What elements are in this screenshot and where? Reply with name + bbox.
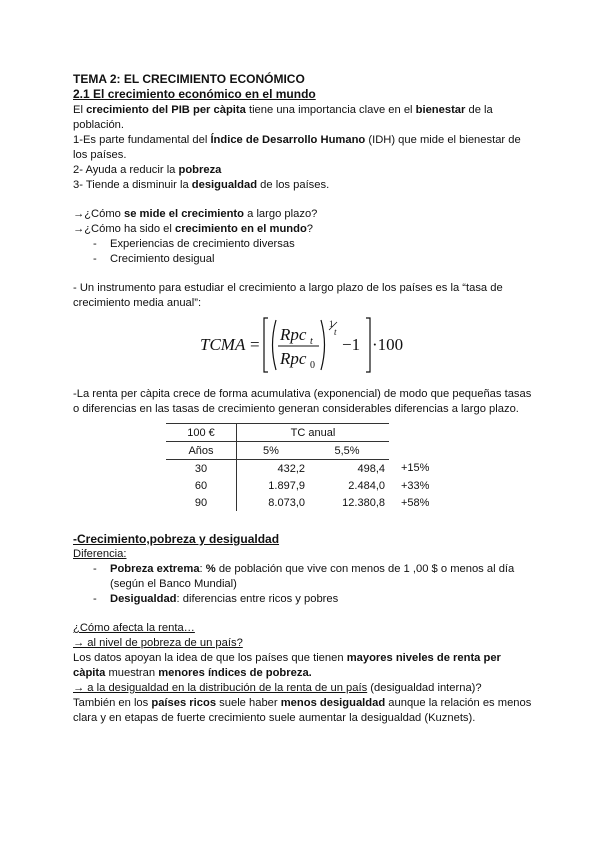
affect-poverty-line-2: càpita muestran menores índices de pobreza. (73, 667, 312, 679)
table-corner-cell: 100 € (166, 424, 237, 442)
list-item-inequality: Desigualdad: diferencias entre ricos y pobres (110, 593, 339, 605)
intro-paragraph-line-2: población. (73, 119, 125, 131)
list-item-extreme-poverty-cont: (según el Banco Mundial) (110, 578, 237, 590)
formula-numerator-sub: t (310, 336, 313, 347)
formula-denominator-sub: 0 (310, 360, 315, 371)
intro-item-1: 1-Es parte fundamental del Índice de Desarrollo Humano (IDH) que mide el bienestar de (73, 134, 521, 146)
table-rate-header: 5% (237, 442, 310, 460)
growth-table (166, 423, 447, 511)
table-cell-years: 60 (166, 477, 237, 494)
bullet-dash: - (93, 593, 97, 605)
intro-item-2: 2- Ayuda a reducir la pobreza (73, 164, 222, 176)
formula-right-paren (321, 320, 325, 370)
table-cell-diff: +58% (401, 496, 430, 509)
table-cell-value: 2.484,0 (348, 479, 385, 492)
bullet-dash: - (93, 563, 97, 575)
affect-inequality-line-1: También en los países ricos suele haber menos desigualdad aunque la relación es menos (73, 697, 532, 709)
table-cell-value: 432,2 (277, 462, 305, 475)
table-cell-years: 90 (166, 494, 237, 511)
table-cell-value: 498,4 (357, 462, 385, 475)
formula-left-paren (273, 320, 277, 370)
table-cell-diff: +33% (401, 479, 430, 492)
formula-exponent-num: 1 (329, 319, 334, 329)
formula-denominator: Rpc (280, 349, 307, 368)
table-cell-diff: +15% (401, 462, 430, 475)
affect-inequality-line-2: clara y en etapas de fuerte crecimiento suele aumentar la desigualdad (Kuznets). (73, 712, 476, 724)
table-row (166, 494, 447, 511)
table-group-header: TC anual (237, 424, 390, 442)
exponential-line-2: o diferencias en las tasas de crecimiento generan considerables diferencias a largo plazo. (73, 403, 519, 415)
page-title: TEMA 2: EL CRECIMIENTO ECONÓMICO (73, 72, 305, 86)
bullet-dash: - (93, 238, 97, 250)
question-measure: →¿Cómo se mide el crecimiento a largo plazo? (73, 208, 318, 220)
table-row (166, 477, 447, 494)
affect-label: ¿Cómo afecta la renta… (73, 622, 195, 634)
instrument-line-1: - Un instrumento para estudiar el crecimiento a largo plazo de los países es la “tasa de (73, 282, 503, 294)
table-header-row (166, 424, 447, 442)
intro-item-3: 3- Tiende a disminuir la desigualdad de los países. (73, 179, 330, 191)
affect-inequality-question: → a la desigualdad en la distribución de la renta de un país (desigualdad interna)? (73, 682, 482, 694)
instrument-line-2: crecimiento media anual”: (73, 297, 202, 309)
table-years-label: Años (166, 442, 237, 460)
tcma-formula (196, 314, 404, 376)
formula-left-bracket (264, 318, 268, 372)
formula-numerator: Rpc (280, 325, 307, 344)
table-row (166, 460, 447, 478)
list-item: Experiencias de crecimiento diversas (110, 238, 295, 250)
formula-minus-one: −1 (342, 335, 361, 354)
table-cell-value: 8.073,0 (268, 496, 305, 509)
formula-times-100: ·100 (372, 335, 404, 354)
exponential-line-1: -La renta per càpita crece de forma acumulativa (exponencial) de modo que pequeñas tasas (73, 388, 532, 400)
list-item-extreme-poverty: Pobreza extrema: % de población que vive con menos de 1 ,00 $ o menos al día (110, 563, 515, 575)
table-subheader-row (166, 442, 447, 460)
table-cell-value: 1.897,9 (268, 479, 305, 492)
table-cell-value: 12.380,8 (342, 496, 385, 509)
intro-item-1-cont: los países. (73, 149, 127, 161)
list-item: Crecimiento desigual (110, 253, 215, 265)
difference-label: Diferencia: (73, 548, 127, 560)
affect-poverty-question: → al nivel de pobreza de un país? (73, 637, 243, 649)
formula-equals: = (250, 335, 260, 354)
formula-lhs: TCMA (200, 335, 246, 354)
section-heading-2-1: 2.1 El crecimiento económico en el mundo (73, 87, 316, 101)
table-rate-header: 5,5% (309, 442, 389, 460)
table-cell-years: 30 (166, 460, 237, 478)
affect-poverty-line-1: Los datos apoyan la idea de que los países que tienen mayores niveles de renta per (73, 652, 501, 664)
section-heading-poverty: -Crecimiento,pobreza y desigualdad (73, 532, 280, 546)
question-world: →¿Cómo ha sido el crecimiento en el mundo? (73, 223, 314, 235)
formula-right-bracket (366, 318, 370, 372)
intro-paragraph-line-1: El crecimiento del PIB per càpita tiene una importancia clave en el bienestar de la (73, 104, 493, 116)
formula-exponent-den: t (334, 327, 337, 337)
bullet-dash: - (93, 253, 97, 265)
